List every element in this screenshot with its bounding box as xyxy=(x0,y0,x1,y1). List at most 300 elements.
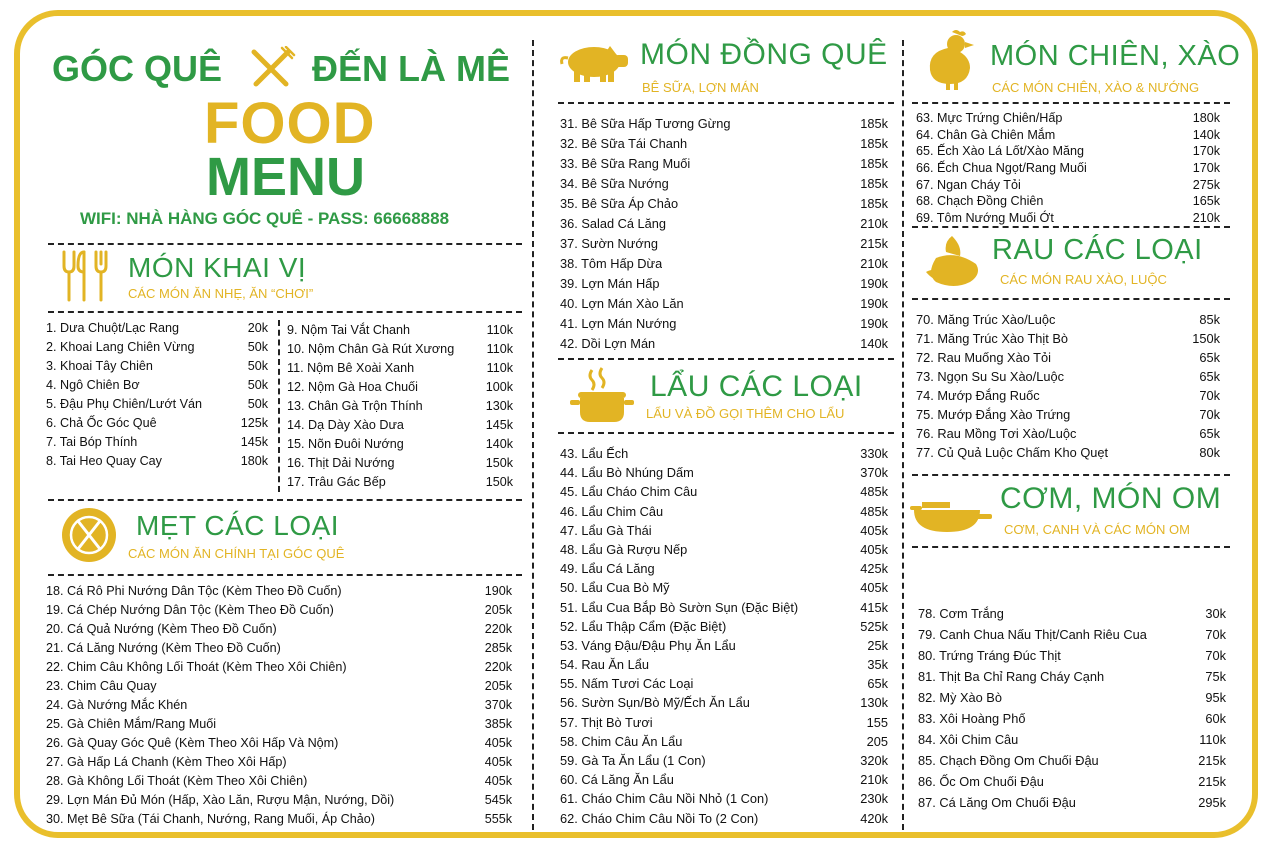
menu-item-name: 52. Lẩu Thập Cẩm (Đặc Biệt) xyxy=(560,618,727,634)
list-rau xyxy=(916,310,1220,462)
menu-item-name: 59. Gà Ta Ăn Lẩu (1 Con) xyxy=(560,753,706,768)
menu-item-price: 95k xyxy=(1205,690,1226,705)
menu-item-price: 370k xyxy=(860,465,888,481)
menu-item xyxy=(560,598,888,617)
menu-item-name: 42. Dồi Lợn Mán xyxy=(560,336,656,351)
list-com xyxy=(918,603,1226,813)
menu-item xyxy=(287,473,513,492)
menu-item-name: 86. Ốc Om Chuối Đậu xyxy=(918,774,1044,789)
menu-item-name: 16. Thịt Dải Nướng xyxy=(287,456,395,470)
menu-item-name: 43. Lẩu Ếch xyxy=(560,446,629,461)
menu-item-name: 87. Cá Lăng Om Chuối Đậu xyxy=(918,795,1076,810)
menu-item-price: 210k xyxy=(860,256,888,271)
menu-item-price: 70k xyxy=(1205,627,1226,642)
menu-item xyxy=(46,810,512,829)
menu-item xyxy=(918,708,1226,729)
menu-item-name: 77. Củ Quả Luộc Chấm Kho Quẹt xyxy=(916,445,1109,460)
menu-item-name: 84. Xôi Chim Câu xyxy=(918,732,1019,747)
menu-item-name: 72. Rau Muống Xào Tỏi xyxy=(916,350,1051,365)
section-subtitle-met: CÁC MÓN ĂN CHÍNH TẠI GÓC QUÊ xyxy=(128,546,345,561)
menu-item-name: 75. Mướp Đắng Xào Trứng xyxy=(916,407,1071,422)
menu-item-price: 65k xyxy=(867,676,888,692)
menu-item xyxy=(46,753,512,772)
menu-item-name: 6. Chả Ốc Góc Quê xyxy=(46,416,157,430)
menu-item-name: 33. Bê Sữa Rang Muối xyxy=(560,156,691,171)
hotpot-icon xyxy=(570,366,634,424)
list-dong-que xyxy=(560,114,888,354)
menu-item-price: 370k xyxy=(484,698,512,712)
menu-item-price: 555k xyxy=(484,812,512,826)
menu-item xyxy=(918,624,1226,645)
section-title-chien-xao: MÓN CHIÊN, XÀO xyxy=(990,40,1241,72)
column-divider-left xyxy=(532,40,534,830)
menu-item-price: 405k xyxy=(484,774,512,788)
menu-item-name: 64. Chân Gà Chiên Mắm xyxy=(916,127,1056,142)
menu-item-name: 66. Ếch Chua Ngọt/Rang Muối xyxy=(916,161,1087,176)
menu-item-price: 185k xyxy=(860,176,888,191)
menu-item-price: 150k xyxy=(485,475,513,489)
menu-item-name: 68. Chạch Đồng Chiên xyxy=(916,194,1044,209)
menu-item xyxy=(46,433,268,452)
menu-item-name: 26. Gà Quay Góc Quê (Kèm Theo Xôi Hấp Và Nộm) xyxy=(46,736,339,750)
menu-item xyxy=(46,696,512,715)
menu-item xyxy=(287,340,513,359)
menu-item-price: 110k xyxy=(486,361,513,375)
menu-item xyxy=(46,734,512,753)
menu-item-name: 35. Bê Sữa Áp Chảo xyxy=(560,196,679,211)
list-met xyxy=(46,582,512,829)
section-subtitle-lau: LẨU VÀ ĐỒ GỌI THÊM CHO LẨU xyxy=(646,406,845,421)
menu-item-name: 25. Gà Chiên Mắm/Rang Muối xyxy=(46,717,217,731)
vegetable-icon xyxy=(922,232,986,290)
menu-item xyxy=(916,193,1220,210)
menu-item-name: 15. Nõn Đuôi Nướng xyxy=(287,437,404,451)
divider xyxy=(558,358,894,360)
menu-item-price: 230k xyxy=(860,791,888,807)
menu-item xyxy=(560,521,888,540)
menu-item-price: 110k xyxy=(486,342,513,356)
menu-item xyxy=(918,687,1226,708)
chicken-icon xyxy=(926,28,976,92)
menu-item-price: 185k xyxy=(860,156,888,171)
menu-item-name: 11. Nộm Bê Xoài Xanh xyxy=(287,361,415,375)
menu-item-price: 150k xyxy=(485,456,513,470)
menu-item-price: 80k xyxy=(1199,445,1220,460)
menu-item-price: 30k xyxy=(1205,606,1226,621)
divider xyxy=(48,243,522,245)
menu-item-name: 67. Ngan Cháy Tỏi xyxy=(916,177,1021,192)
menu-item-price: 190k xyxy=(860,296,888,311)
menu-item xyxy=(918,603,1226,624)
menu-item-price: 220k xyxy=(484,622,512,636)
menu-item-name: 46. Lẩu Chim Câu xyxy=(560,503,664,519)
menu-item xyxy=(916,386,1220,405)
menu-item-price: 35k xyxy=(867,657,888,673)
cutlery-icon xyxy=(56,250,116,302)
menu-item-name: 57. Thịt Bò Tươi xyxy=(560,714,653,730)
menu-item-name: 24. Gà Nướng Mắc Khén xyxy=(46,698,188,712)
menu-item-name: 12. Nộm Gà Hoa Chuối xyxy=(287,380,418,394)
menu-item-name: 13. Chân Gà Trộn Thính xyxy=(287,399,423,413)
menu-item-price: 70k xyxy=(1199,388,1220,403)
menu-item-price: 215k xyxy=(1198,753,1226,768)
menu-item-price: 50k xyxy=(247,340,268,354)
menu-item-price: 405k xyxy=(484,736,512,750)
section-title-com: CƠM, MÓN OM xyxy=(1000,482,1222,515)
divider xyxy=(912,474,1230,476)
menu-item xyxy=(560,789,888,808)
menu-item-name: 55. Nấm Tươi Các Loại xyxy=(560,676,694,692)
menu-item xyxy=(287,416,513,435)
pot-icon xyxy=(910,494,992,536)
menu-item xyxy=(560,482,888,501)
menu-item xyxy=(46,357,268,376)
menu-item-price: 130k xyxy=(485,399,513,413)
food-title: FOOD xyxy=(204,91,376,156)
menu-item-price: 155 xyxy=(866,714,888,730)
menu-item-name: 45. Lẩu Cháo Chim Câu xyxy=(560,484,698,500)
menu-item-price: 110k xyxy=(486,323,513,337)
menu-item-price: 140k xyxy=(1192,127,1220,142)
menu-item-name: 1. Dưa Chuột/Lạc Rang xyxy=(46,321,180,335)
menu-item xyxy=(560,693,888,712)
menu-item xyxy=(916,177,1220,194)
menu-item-name: 76. Rau Mồng Tơi Xào/Luộc xyxy=(916,426,1077,441)
menu-item xyxy=(46,338,268,357)
menu-item xyxy=(46,791,512,810)
menu-item-price: 485k xyxy=(860,484,888,500)
menu-item-name: 51. Lẩu Cua Bắp Bò Sườn Sụn (Đặc Biệt) xyxy=(560,599,799,615)
menu-item xyxy=(560,114,888,134)
section-title-khai-vi: MÓN KHAI VỊ xyxy=(128,252,307,283)
menu-item xyxy=(560,617,888,636)
menu-item xyxy=(918,771,1226,792)
menu-item xyxy=(46,715,512,734)
menu-item-price: 405k xyxy=(860,580,888,596)
menu-item xyxy=(287,454,513,473)
divider xyxy=(912,226,1230,228)
menu-item-price: 545k xyxy=(484,793,512,807)
menu-item-name: 8. Tai Heo Quay Cay xyxy=(46,454,162,468)
menu-item-name: 47. Lẩu Gà Thái xyxy=(560,522,652,538)
divider xyxy=(912,298,1230,300)
menu-item xyxy=(560,770,888,789)
menu-item-price: 190k xyxy=(860,276,888,291)
menu-item-name: 27. Gà Hấp Lá Chanh (Kèm Theo Xôi Hấp) xyxy=(46,755,287,769)
menu-item xyxy=(560,294,888,314)
menu-item-name: 85. Chạch Đồng Om Chuối Đậu xyxy=(918,753,1099,768)
menu-item xyxy=(916,210,1220,227)
section-subtitle-com: CƠM, CANH VÀ CÁC MÓN OM xyxy=(1004,522,1190,537)
menu-item-name: 38. Tôm Hấp Dừa xyxy=(560,256,663,271)
pig-icon xyxy=(558,40,630,84)
menu-item-price: 320k xyxy=(860,753,888,768)
menu-item-name: 40. Lợn Mán Xào Lăn xyxy=(560,296,684,311)
menu-item-name: 39. Lợn Mán Hấp xyxy=(560,276,660,291)
menu-item-name: 30. Mẹt Bê Sữa (Tái Chanh, Nướng, Rang Muối, Áp Chảo) xyxy=(46,812,375,826)
menu-item xyxy=(560,655,888,674)
menu-item-price: 150k xyxy=(1192,331,1220,346)
menu-item-name: 29. Lợn Mán Đủ Món (Hấp, Xào Lăn, Rượu Mận, Nướng, Dồi) xyxy=(46,793,395,807)
menu-item-price: 330k xyxy=(860,446,888,461)
menu-item xyxy=(46,639,512,658)
brand-left: GÓC QUÊ xyxy=(52,48,223,89)
menu-item-name: 71. Măng Trúc Xào Thịt Bò xyxy=(916,331,1068,346)
menu-item xyxy=(287,321,513,340)
menu-item-name: 65. Ếch Xào Lá Lốt/Xào Măng xyxy=(916,144,1085,159)
menu-item-name: 80. Trứng Tráng Đúc Thịt xyxy=(918,648,1061,663)
menu-item-name: 22. Chim Câu Không Lối Thoát (Kèm Theo Xôi Chiên) xyxy=(46,660,347,674)
section-subtitle-chien-xao: CÁC MÓN CHIÊN, XÀO & NƯỚNG xyxy=(992,80,1200,95)
menu-item xyxy=(46,452,268,471)
menu-item-price: 130k xyxy=(860,695,888,711)
menu-item xyxy=(916,127,1220,144)
menu-item-price: 140k xyxy=(485,437,513,451)
menu-item-name: 28. Gà Không Lối Thoát (Kèm Theo Xôi Chiên) xyxy=(46,774,308,788)
menu-item-price: 215k xyxy=(860,236,888,251)
menu-item-name: 3. Khoai Tây Chiên xyxy=(46,359,153,373)
menu-item-name: 50. Lẩu Cua Bò Mỹ xyxy=(560,580,670,596)
menu-item xyxy=(916,424,1220,443)
menu-item xyxy=(560,274,888,294)
menu-item-name: 53. Váng Đậu/Đậu Phụ Ăn Lẩu xyxy=(560,637,736,653)
menu-item xyxy=(287,359,513,378)
menu-item-price: 70k xyxy=(1205,648,1226,663)
menu-item xyxy=(560,540,888,559)
menu-item-price: 145k xyxy=(485,418,513,432)
menu-item-price: 190k xyxy=(860,316,888,331)
section-title-dong-que: MÓN ĐỒNG QUÊ xyxy=(640,38,888,71)
menu-item-name: 48. Lẩu Gà Rượu Nếp xyxy=(560,541,688,557)
column-divider-right xyxy=(902,40,904,830)
menu-item-price: 180k xyxy=(240,454,268,468)
menu-item-price: 275k xyxy=(1192,177,1220,192)
menu-item-price: 170k xyxy=(1192,161,1220,176)
menu-item-price: 165k xyxy=(1192,194,1220,209)
menu-item-price: 50k xyxy=(247,397,268,411)
menu-item-price: 50k xyxy=(247,359,268,373)
menu-item-price: 25k xyxy=(867,637,888,653)
menu-item-name: 82. Mỳ Xào Bò xyxy=(918,690,1002,705)
menu-item-name: 14. Dạ Dày Xào Dưa xyxy=(287,418,404,432)
menu-item xyxy=(916,405,1220,424)
menu-item-price: 190k xyxy=(484,584,512,598)
menu-item xyxy=(560,174,888,194)
menu-item-name: 20. Cá Quả Nướng (Kèm Theo Đồ Cuốn) xyxy=(46,622,277,636)
menu-item xyxy=(916,367,1220,386)
menu-item xyxy=(46,620,512,639)
divider xyxy=(48,499,522,501)
menu-item xyxy=(916,143,1220,160)
menu-item xyxy=(918,792,1226,813)
menu-item-price: 65k xyxy=(1199,350,1220,365)
menu-item-price: 100k xyxy=(485,380,513,394)
menu-item xyxy=(560,444,888,463)
menu-item xyxy=(46,582,512,601)
menu-item-name: 79. Canh Chua Nấu Thịt/Canh Riêu Cua xyxy=(918,627,1147,642)
menu-item-price: 385k xyxy=(484,717,512,731)
plate-fork-knife-icon xyxy=(58,507,120,563)
menu-item xyxy=(560,578,888,597)
menu-item xyxy=(287,435,513,454)
menu-item-name: 58. Chim Câu Ăn Lẩu xyxy=(560,733,683,749)
menu-item-price: 285k xyxy=(484,641,512,655)
brand-right: ĐẾN LÀ MÊ xyxy=(312,48,510,89)
menu-item-name: 78. Cơm Trắng xyxy=(918,606,1004,621)
list-chien-xao xyxy=(916,110,1220,227)
menu-item-price: 65k xyxy=(1199,369,1220,384)
menu-item xyxy=(560,751,888,770)
menu-item-name: 36. Salad Cá Lăng xyxy=(560,216,667,231)
menu-item-name: 73. Ngọn Su Su Xào/Luộc xyxy=(916,369,1064,384)
menu-item-price: 405k xyxy=(484,755,512,769)
menu-item xyxy=(560,674,888,693)
section-subtitle-khai-vi: CÁC MÓN ĂN NHẸ, ĂN “CHƠI” xyxy=(128,286,314,301)
menu-item xyxy=(560,463,888,482)
divider xyxy=(558,102,894,104)
menu-item xyxy=(916,310,1220,329)
menu-item-price: 140k xyxy=(860,336,888,351)
menu-item xyxy=(46,395,268,414)
menu-item-price: 185k xyxy=(860,116,888,131)
list-khai-vi-col1 xyxy=(46,319,268,471)
menu-item-price: 185k xyxy=(860,136,888,151)
menu-item xyxy=(46,414,268,433)
menu-item-name: 37. Sườn Nướng xyxy=(560,236,658,251)
menu-item-name: 81. Thịt Ba Chỉ Rang Cháy Cạnh xyxy=(918,669,1105,684)
menu-item-price: 415k xyxy=(860,599,888,615)
menu-item-price: 420k xyxy=(860,810,888,826)
menu-item-name: 83. Xôi Hoàng Phố xyxy=(918,711,1026,726)
menu-item xyxy=(916,348,1220,367)
menu-item-name: 34. Bê Sữa Nướng xyxy=(560,176,669,191)
menu-item xyxy=(560,194,888,214)
menu-item-price: 525k xyxy=(860,618,888,634)
menu-item xyxy=(916,329,1220,348)
menu-item xyxy=(560,154,888,174)
menu-item-price: 405k xyxy=(860,541,888,557)
menu-item-name: 54. Rau Ăn Lẩu xyxy=(560,657,649,673)
menu-item xyxy=(46,658,512,677)
menu-item-price: 180k xyxy=(1192,111,1220,125)
menu-item-name: 5. Đậu Phụ Chiên/Lướt Ván xyxy=(46,397,203,411)
menu-item-name: 69. Tôm Nướng Muối Ớt xyxy=(916,211,1054,226)
menu-item xyxy=(46,677,512,696)
menu-item-price: 170k xyxy=(1192,144,1220,159)
menu-item-name: 49. Lẩu Cá Lăng xyxy=(560,561,655,577)
menu-item-price: 210k xyxy=(860,772,888,788)
menu-item-price: 60k xyxy=(1205,711,1226,726)
divider xyxy=(48,311,522,313)
menu-item-name: 70. Măng Trúc Xào/Luộc xyxy=(916,312,1056,327)
menu-item-name: 9. Nộm Tai Vắt Chanh xyxy=(287,323,410,337)
list-lau xyxy=(560,444,888,828)
menu-item xyxy=(560,502,888,521)
menu-item-name: 19. Cá Chép Nướng Dân Tộc (Kèm Theo Đồ Cuốn) xyxy=(46,603,334,617)
menu-item xyxy=(560,559,888,578)
menu-item-price: 210k xyxy=(860,216,888,231)
menu-item xyxy=(560,254,888,274)
menu-item xyxy=(560,214,888,234)
section-title-rau: RAU CÁC LOẠI xyxy=(992,234,1203,266)
menu-item-price: 125k xyxy=(240,416,268,430)
menu-item-name: 4. Ngô Chiên Bơ xyxy=(46,378,140,392)
menu-item xyxy=(560,134,888,154)
menu-item xyxy=(560,809,888,828)
section-subtitle-rau: CÁC MÓN RAU XÀO, LUỘC xyxy=(1000,272,1167,287)
menu-item xyxy=(46,376,268,395)
menu-item-price: 485k xyxy=(860,503,888,519)
menu-item xyxy=(916,160,1220,177)
menu-item-price: 295k xyxy=(1198,795,1226,810)
menu-item xyxy=(46,601,512,620)
menu-item-name: 44. Lẩu Bò Nhúng Dấm xyxy=(560,465,694,481)
crossed-utensils-icon xyxy=(246,46,296,90)
menu-item-price: 50k xyxy=(247,378,268,392)
menu-item-price: 20k xyxy=(247,321,268,335)
menu-item-price: 210k xyxy=(1192,211,1220,226)
section-title-met: MẸT CÁC LOẠI xyxy=(136,510,340,541)
menu-item-price: 85k xyxy=(1199,312,1220,327)
section-title-lau: LẨU CÁC LOẠI xyxy=(650,370,863,403)
menu-item xyxy=(46,319,268,338)
divider xyxy=(558,432,894,434)
divider xyxy=(48,574,522,576)
menu-item xyxy=(918,750,1226,771)
menu-item-name: 10. Nộm Chân Gà Rút Xương xyxy=(287,342,455,356)
menu-item-price: 185k xyxy=(860,196,888,211)
list-khai-vi-col2 xyxy=(287,321,513,492)
menu-item-price: 220k xyxy=(484,660,512,674)
menu-item-name: 74. Mướp Đắng Ruốc xyxy=(916,388,1040,403)
menu-item-name: 41. Lợn Mán Nướng xyxy=(560,316,677,331)
menu-item-name: 17. Trâu Gác Bếp xyxy=(287,475,386,489)
menu-item-name: 7. Tai Bóp Thính xyxy=(46,435,138,449)
menu-item xyxy=(560,636,888,655)
divider xyxy=(912,102,1230,104)
menu-item xyxy=(918,666,1226,687)
divider xyxy=(912,546,1230,548)
menu-item-name: 32. Bê Sữa Tái Chanh xyxy=(560,136,688,151)
menu-item xyxy=(287,378,513,397)
menu-item xyxy=(916,110,1220,127)
menu-item-name: 62. Cháo Chim Câu Nồi To (2 Con) xyxy=(560,810,759,826)
menu-item-price: 70k xyxy=(1199,407,1220,422)
menu-item xyxy=(560,234,888,254)
menu-item xyxy=(918,729,1226,750)
menu-item-price: 205 xyxy=(866,733,888,749)
menu-item-price: 205k xyxy=(484,603,512,617)
menu-item-name: 18. Cá Rô Phi Nướng Dân Tộc (Kèm Theo Đồ Cuốn) xyxy=(46,584,342,598)
menu-item-name: 23. Chim Câu Quay xyxy=(46,679,157,693)
menu-item-price: 145k xyxy=(240,435,268,449)
menu-item-name: 21. Cá Lăng Nướng (Kèm Theo Đồ Cuốn) xyxy=(46,641,281,655)
menu-item-name: 63. Mực Trứng Chiên/Hấp xyxy=(916,111,1063,125)
wifi-info: WIFI: NHÀ HÀNG GÓC QUÊ - PASS: 66668888 xyxy=(80,209,450,228)
menu-item xyxy=(560,314,888,334)
menu-item-name: 56. Sườn Sụn/Bò Mỹ/Ếch Ăn Lẩu xyxy=(560,695,750,711)
menu-item xyxy=(560,334,888,354)
menu-title: MENU xyxy=(206,147,365,207)
menu-item-price: 405k xyxy=(860,522,888,538)
menu-item-name: 60. Cá Lăng Ăn Lẩu xyxy=(560,772,674,788)
menu-item xyxy=(918,645,1226,666)
menu-item-price: 110k xyxy=(1199,732,1226,747)
section-subtitle-dong-que: BÊ SỮA, LỢN MÁN xyxy=(642,80,759,95)
menu-item xyxy=(287,397,513,416)
menu-item xyxy=(916,443,1220,462)
menu-item-price: 205k xyxy=(484,679,512,693)
